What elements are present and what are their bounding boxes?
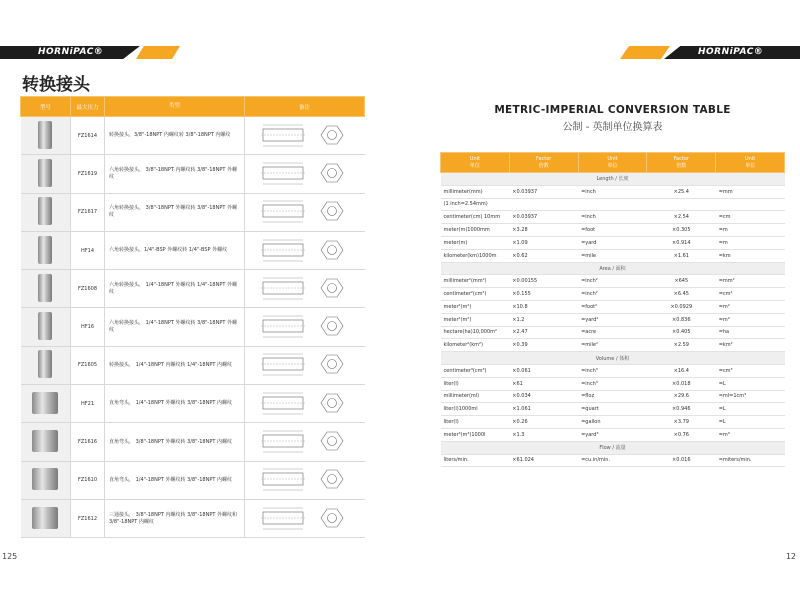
unit-cell: liter(l)1000ml <box>441 403 510 416</box>
model-cell: FZ1610 <box>71 461 105 499</box>
type-cell: 转换接头，3/8"-18NPT 内螺纹转 3/8"-18NPT 内螺纹 <box>105 117 245 155</box>
factor-cell: ×0.061 <box>509 364 578 377</box>
factor-cell: ×0.00155 <box>509 275 578 288</box>
table-row <box>441 390 785 403</box>
unit-cell: millimeter(mm) <box>441 185 510 198</box>
unit-cell: =L <box>716 377 785 390</box>
technical-drawing <box>257 120 353 150</box>
factor-cell: ×0.914 <box>647 236 716 249</box>
factor-cell: ×29.6 <box>647 390 716 403</box>
table-row <box>441 377 785 390</box>
model-cell: FZ1605 <box>71 346 105 384</box>
unit-cell: meter²(m²) <box>441 313 510 326</box>
type-cell: 直角弯头， 3/8"-18NPT 外螺纹转 3/8"-18NPT 内螺纹 <box>105 423 245 461</box>
factor-cell: ×0.62 <box>509 249 578 262</box>
factor-cell <box>509 198 578 211</box>
unit-cell: =foot <box>578 224 647 237</box>
factor-cell: ×645 <box>647 275 716 288</box>
technical-drawing <box>257 196 353 226</box>
model-cell: FZ1614 <box>71 117 105 155</box>
col-header-model: 型号 <box>21 97 71 117</box>
factor-cell: ×1.3 <box>509 428 578 441</box>
unit-cell: =cu.in/min. <box>578 454 647 467</box>
section-title: Length / 长度 <box>441 173 785 186</box>
table-row <box>441 364 785 377</box>
unit-cell: =cm² <box>716 288 785 301</box>
model-cell: FZ1619 <box>71 155 105 193</box>
technical-drawing <box>257 158 353 188</box>
drawing-cell <box>245 385 365 423</box>
table-row <box>441 224 785 237</box>
table-row <box>441 300 785 313</box>
unit-cell: =km² <box>716 339 785 352</box>
model-cell: FZ1612 <box>71 499 105 537</box>
part-photo <box>38 350 52 378</box>
unit-cell: =m² <box>716 313 785 326</box>
unit-cell: =quart <box>578 403 647 416</box>
col-header-note: 备注 <box>245 97 365 117</box>
unit-cell <box>578 198 647 211</box>
unit-cell: =mm² <box>716 275 785 288</box>
table-row <box>441 403 785 416</box>
table-row <box>441 249 785 262</box>
unit-cell: meter²(m²) <box>441 300 510 313</box>
part-photo-cell <box>21 385 71 423</box>
table-row <box>21 308 365 346</box>
table-row <box>21 499 365 537</box>
part-photo-cell <box>21 270 71 308</box>
factor-cell: ×0.946 <box>647 403 716 416</box>
col-header-pressure: 最大压力 <box>71 97 105 117</box>
unit-cell: =ml=1cm³ <box>716 390 785 403</box>
type-cell: 六角转换接头， 1/4"-18NPT 外螺纹转 3/8"-18NPT 外螺纹 <box>105 308 245 346</box>
unit-cell: =km <box>716 249 785 262</box>
factor-cell: ×0.155 <box>509 288 578 301</box>
table-row <box>21 346 365 384</box>
table-header-row <box>21 97 365 117</box>
part-photo <box>38 197 52 225</box>
factor-cell: ×2.54 <box>647 211 716 224</box>
factor-cell: ×16.4 <box>647 364 716 377</box>
section-header-row <box>441 173 785 186</box>
part-photo-cell <box>21 231 71 269</box>
factor-cell: ×2.59 <box>647 339 716 352</box>
part-photo <box>32 392 58 414</box>
unit-cell: =miters/min. <box>716 454 785 467</box>
table-row <box>441 185 785 198</box>
technical-drawing <box>257 464 353 494</box>
part-photo <box>38 274 52 302</box>
unit-cell: centimeter²(cm²) <box>441 288 510 301</box>
conversion-table <box>440 152 785 467</box>
col-header-type: 类型 <box>105 97 245 117</box>
type-cell: 六角转换接头， 3/8"-18NPT 内螺纹转 3/8"-18NPT 外螺纹 <box>105 155 245 193</box>
part-photo <box>32 468 58 490</box>
unit-cell: =mm <box>716 185 785 198</box>
unit-cell: =foot² <box>578 300 647 313</box>
part-photo <box>38 236 52 264</box>
section-header-row <box>441 352 785 365</box>
technical-drawing <box>257 426 353 456</box>
factor-cell: ×0.26 <box>509 416 578 429</box>
drawing-cell <box>245 270 365 308</box>
part-photo-cell <box>21 155 71 193</box>
type-cell: 六角转换接头， 1/4"-18NPT 外螺纹转 1/4"-18NPT 外螺纹 <box>105 270 245 308</box>
model-cell: HF16 <box>71 308 105 346</box>
technical-drawing <box>257 388 353 418</box>
unit-cell: =inch² <box>578 288 647 301</box>
table-row <box>21 423 365 461</box>
technical-drawing <box>257 273 353 303</box>
factor-cell: ×61 <box>509 377 578 390</box>
unit-cell: =L <box>716 416 785 429</box>
unit-cell: =m <box>716 224 785 237</box>
drawing-cell <box>245 499 365 537</box>
type-cell: 六角转换接头， 3/8"-18NPT 外螺纹转 3/8"-18NPT 外螺纹 <box>105 193 245 231</box>
unit-cell: =acre <box>578 326 647 339</box>
model-cell: FZ1616 <box>71 423 105 461</box>
table-row <box>21 270 365 308</box>
factor-cell: ×1.61 <box>647 249 716 262</box>
unit-cell: liter(l) <box>441 377 510 390</box>
part-photo <box>38 312 52 340</box>
table-row <box>441 236 785 249</box>
factor-cell: ×2.47 <box>509 326 578 339</box>
unit-cell: meter(m) <box>441 236 510 249</box>
drawing-cell <box>245 461 365 499</box>
type-cell: 三通接头， 3/8"-18NPT 内螺纹转 3/8"-18NPT 外螺纹和 3/8"-18NPT 内螺纹 <box>105 499 245 537</box>
unit-cell: hectare(ha)10,000m² <box>441 326 510 339</box>
section-title: Area / 面积 <box>441 262 785 275</box>
unit-cell: liter(l) <box>441 416 510 429</box>
conversion-subtitle: 公制 - 英制单位换算表 <box>562 122 663 133</box>
left-page <box>20 70 365 525</box>
table-row <box>441 339 785 352</box>
unit-cell: =mile <box>578 249 647 262</box>
part-photo-cell <box>21 461 71 499</box>
section-title: Volume / 体积 <box>441 352 785 365</box>
factor-cell: ×61.024 <box>509 454 578 467</box>
factor-cell: ×1.061 <box>509 403 578 416</box>
unit-cell: =inch³ <box>578 364 647 377</box>
unit-cell: kilometer²(km²) <box>441 339 510 352</box>
table-row <box>441 198 785 211</box>
col-header-unit: Unit 单位 <box>578 153 647 173</box>
unit-cell: centimeter³(cm³) <box>441 364 510 377</box>
conversion-title: METRIC-IMPERIAL CONVERSION TABLE <box>494 104 731 116</box>
type-cell: 直角弯头， 1/4"-18NPT 外螺纹转 3/8"-18NPT 内螺纹 <box>105 461 245 499</box>
unit-cell: =ha <box>716 326 785 339</box>
brand-bar-left <box>0 46 180 59</box>
model-cell: HF21 <box>71 385 105 423</box>
factor-cell: ×0.39 <box>509 339 578 352</box>
type-cell: 六角转换接头，1/4"-BSP 外螺纹转 1/4"-BSP 外螺纹 <box>105 231 245 269</box>
part-photo-cell <box>21 193 71 231</box>
factor-cell: ×0.76 <box>647 428 716 441</box>
table-row <box>21 193 365 231</box>
page-number-left: 125 <box>2 552 18 561</box>
factor-cell: ×0.03937 <box>509 185 578 198</box>
unit-cell <box>716 198 785 211</box>
type-cell: 转换接头， 1/4"-18NPT 内螺纹转 1/4"-18NPT 内螺纹 <box>105 346 245 384</box>
factor-cell: ×25.4 <box>647 185 716 198</box>
factor-cell: ×6.45 <box>647 288 716 301</box>
factor-cell: ×3.79 <box>647 416 716 429</box>
model-cell: FZ1617 <box>71 193 105 231</box>
technical-drawing <box>257 349 353 379</box>
unit-cell: meter³(m³)1000l <box>441 428 510 441</box>
part-photo-cell <box>21 308 71 346</box>
table-row <box>21 385 365 423</box>
factor-cell: ×0.03937 <box>509 211 578 224</box>
unit-cell: =m <box>716 236 785 249</box>
part-photo <box>32 507 58 529</box>
unit-cell: (1 inch=2.54mm) <box>441 198 510 211</box>
drawing-cell <box>245 231 365 269</box>
part-photo-cell <box>21 117 71 155</box>
table-row <box>441 313 785 326</box>
unit-cell: =L <box>716 403 785 416</box>
brand-bar-accent <box>620 46 670 59</box>
table-row <box>21 155 365 193</box>
type-cell: 直角弯头， 1/4"-18NPT 外螺纹转 3/8"-18NPT 内螺纹 <box>105 385 245 423</box>
table-row <box>441 275 785 288</box>
table-row <box>21 231 365 269</box>
table-row <box>441 428 785 441</box>
table-row <box>441 288 785 301</box>
factor-cell: ×0.016 <box>647 454 716 467</box>
factor-cell: ×0.305 <box>647 224 716 237</box>
factor-cell: ×1.09 <box>509 236 578 249</box>
col-header-unit: Unit 单位 <box>716 153 785 173</box>
section-header-row <box>441 441 785 454</box>
unit-cell: =inch² <box>578 275 647 288</box>
right-page <box>440 104 785 464</box>
table-row <box>21 117 365 155</box>
col-header-unit: Unit 单位 <box>441 153 510 173</box>
factor-cell: ×0.0929 <box>647 300 716 313</box>
drawing-cell <box>245 117 365 155</box>
model-cell: HF14 <box>71 231 105 269</box>
model-cell: FZ1608 <box>71 270 105 308</box>
unit-cell: millimeter²(mm²) <box>441 275 510 288</box>
unit-cell: centimeter(cm) 10mm <box>441 211 510 224</box>
technical-drawing <box>257 311 353 341</box>
unit-cell: =yard² <box>578 313 647 326</box>
unit-cell: =cm <box>716 211 785 224</box>
unit-cell: meter(m)1000mm <box>441 224 510 237</box>
factor-cell <box>647 198 716 211</box>
table-row <box>441 211 785 224</box>
page-number-right: 12 <box>785 552 796 561</box>
factor-cell: ×1.2 <box>509 313 578 326</box>
page-title: 转换接头 <box>22 75 90 95</box>
brand-bar-accent <box>136 46 180 59</box>
table-row <box>441 326 785 339</box>
unit-cell: liters/min. <box>441 454 510 467</box>
col-header-factor: Factor 倍数 <box>509 153 578 173</box>
technical-drawing <box>257 503 353 533</box>
table-row <box>441 454 785 467</box>
unit-cell: =m² <box>716 300 785 313</box>
factor-cell: ×3.28 <box>509 224 578 237</box>
factor-cell: ×0.405 <box>647 326 716 339</box>
brand-logo: HORNiPAC® <box>698 47 764 57</box>
brand-bar-right <box>620 46 800 59</box>
part-photo-cell <box>21 499 71 537</box>
drawing-cell <box>245 346 365 384</box>
section-header-row <box>441 262 785 275</box>
table-row <box>21 461 365 499</box>
adapter-table <box>20 96 365 538</box>
factor-cell: ×0.836 <box>647 313 716 326</box>
factor-cell: ×10.8 <box>509 300 578 313</box>
factor-cell: ×0.034 <box>509 390 578 403</box>
section-title: Flow / 流量 <box>441 441 785 454</box>
table-row <box>441 416 785 429</box>
technical-drawing <box>257 235 353 265</box>
part-photo-cell <box>21 423 71 461</box>
drawing-cell <box>245 423 365 461</box>
unit-cell: =floz <box>578 390 647 403</box>
drawing-cell <box>245 308 365 346</box>
drawing-cell <box>245 155 365 193</box>
col-header-factor: Factor 倍数 <box>647 153 716 173</box>
part-photo-cell <box>21 346 71 384</box>
unit-cell: =mile² <box>578 339 647 352</box>
table-header-row <box>441 153 785 173</box>
drawing-cell <box>245 193 365 231</box>
unit-cell: =yard <box>578 236 647 249</box>
unit-cell: =gallon <box>578 416 647 429</box>
part-photo <box>38 159 52 187</box>
factor-cell: ×0.018 <box>647 377 716 390</box>
unit-cell: =inch³ <box>578 377 647 390</box>
part-photo <box>38 121 52 149</box>
unit-cell: =m³ <box>716 428 785 441</box>
unit-cell: kilometer(km)1000m <box>441 249 510 262</box>
unit-cell: =inch <box>578 211 647 224</box>
unit-cell: =yard³ <box>578 428 647 441</box>
unit-cell: millimeter(ml) <box>441 390 510 403</box>
unit-cell: =cm³ <box>716 364 785 377</box>
part-photo <box>32 430 58 452</box>
brand-logo: HORNiPAC® <box>38 47 104 57</box>
unit-cell: =inch <box>578 185 647 198</box>
